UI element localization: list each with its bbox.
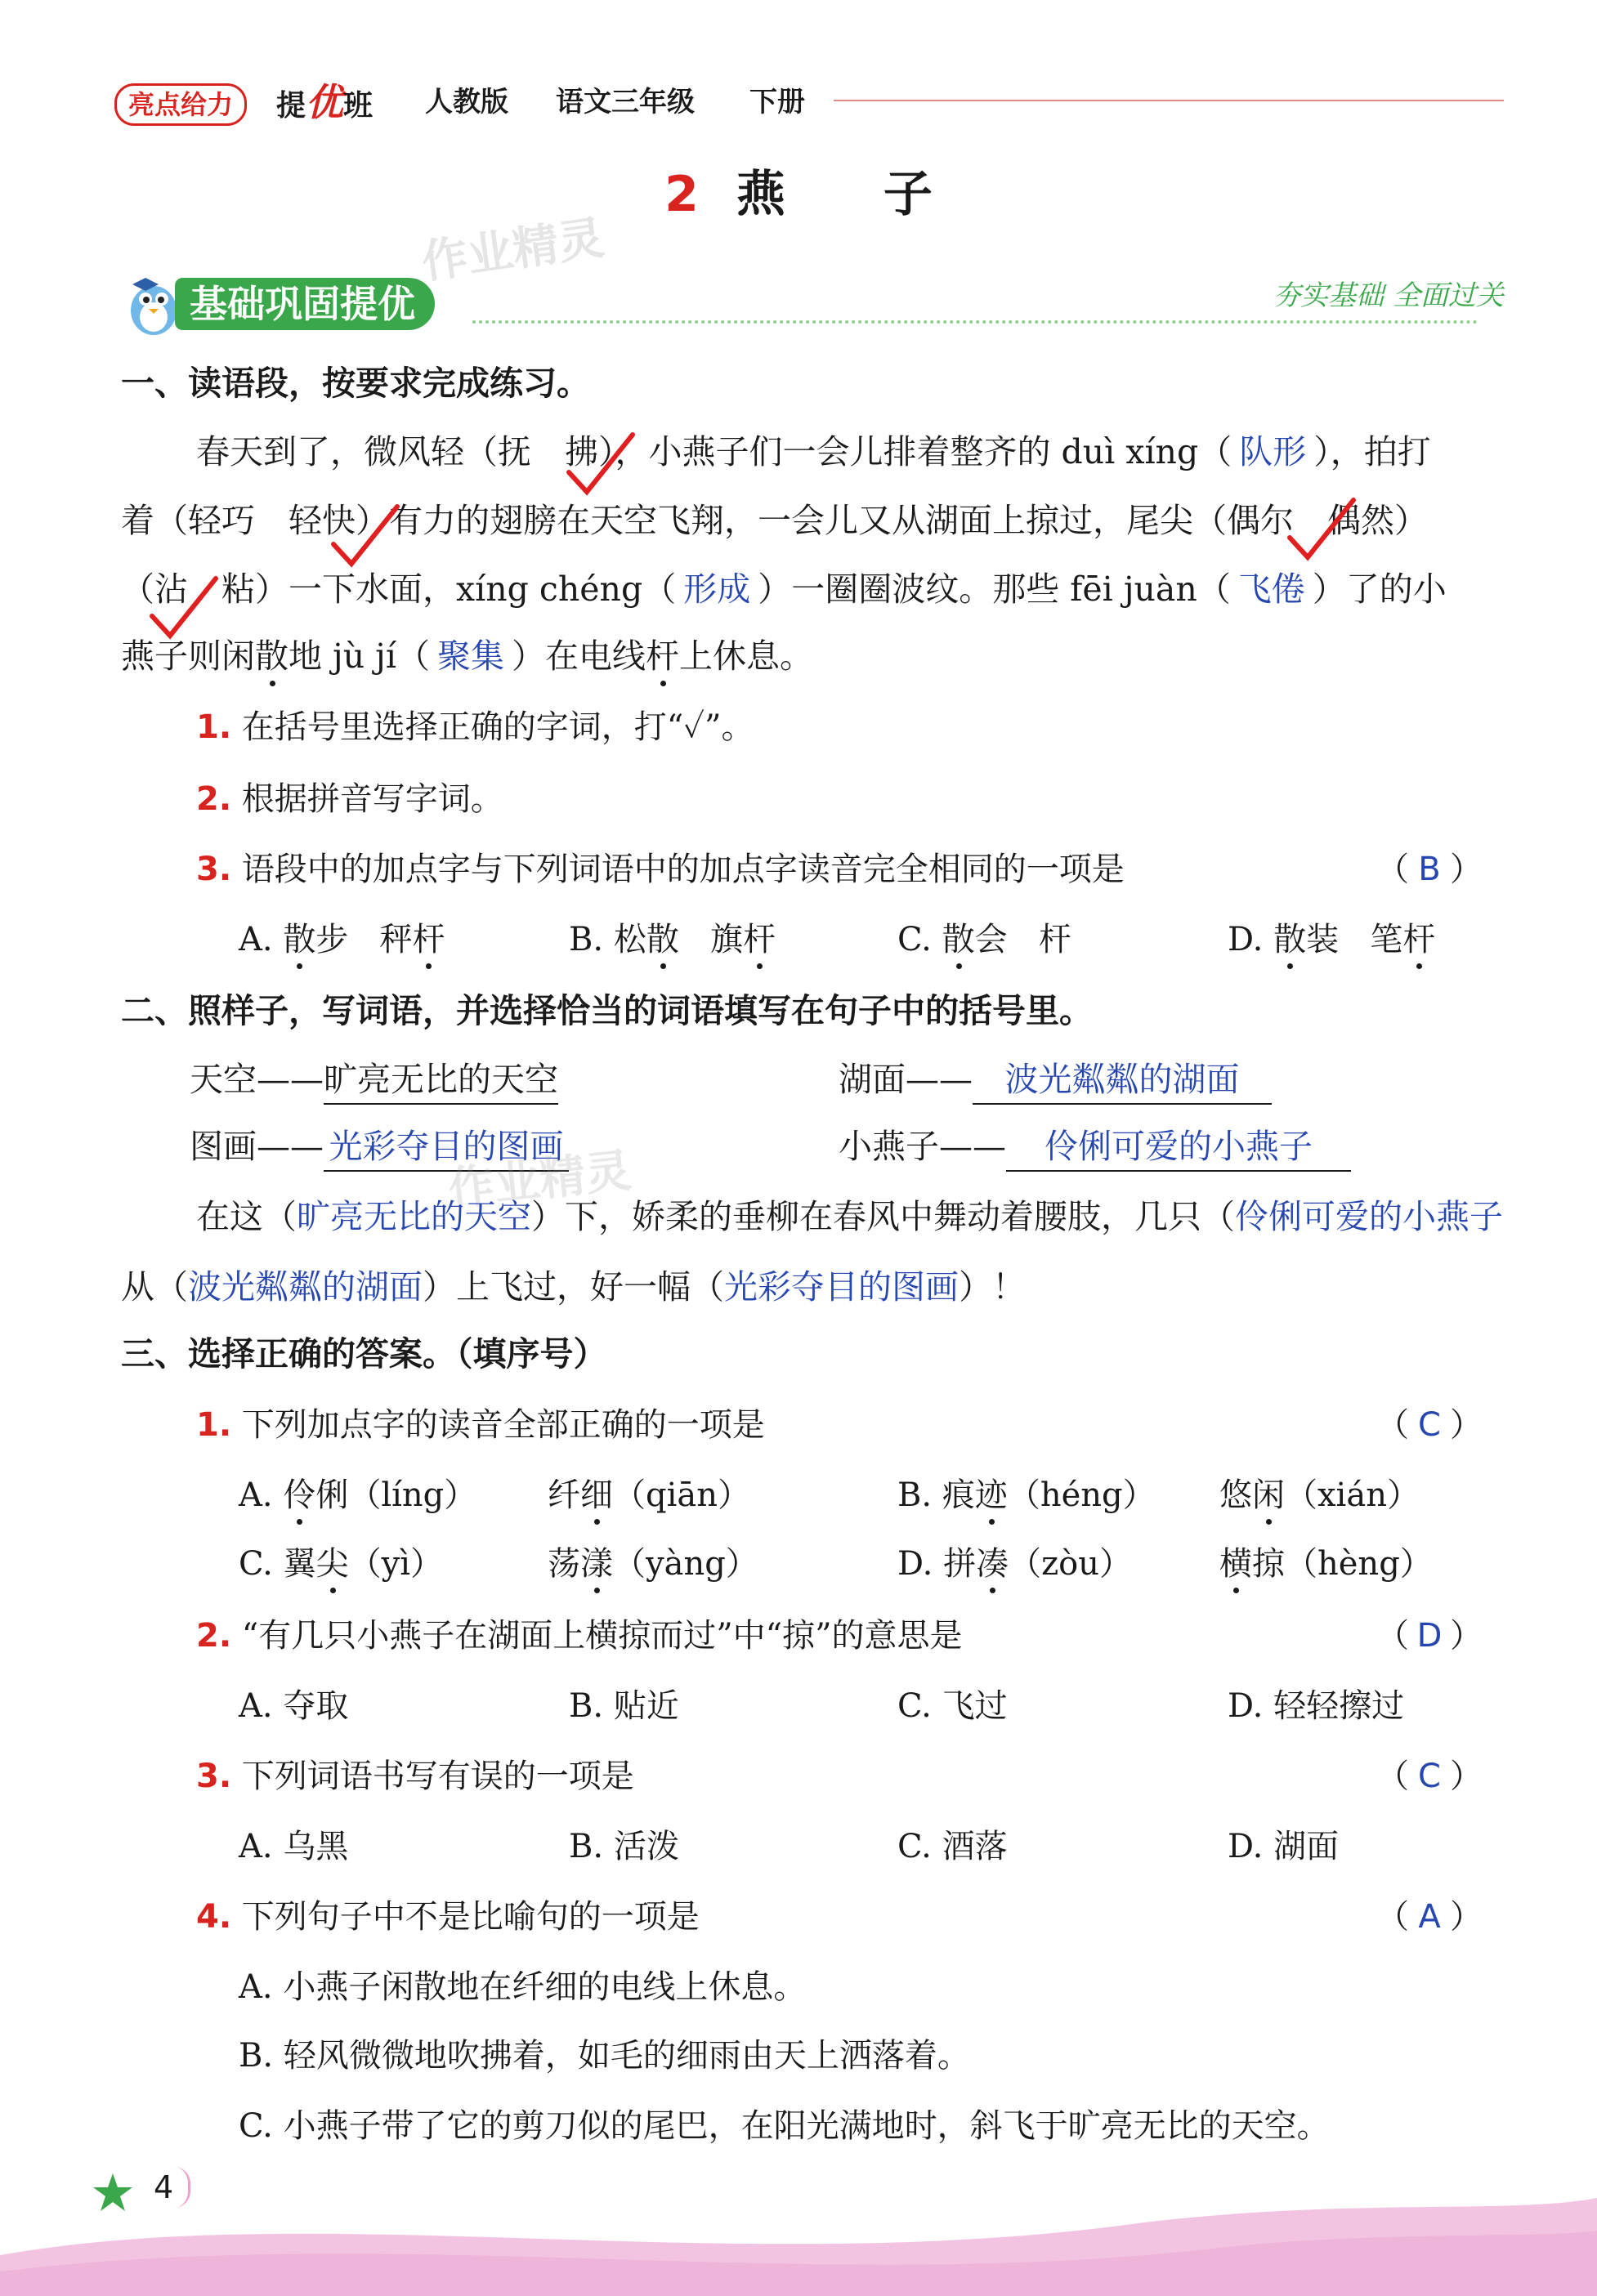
q3-item-1-option-d: D. 拼凑（zòu） [897, 1541, 1132, 1587]
check-mark-icon [147, 575, 221, 641]
q3-item-1-option-c2: 荡漾（yàng） [548, 1541, 758, 1587]
answer-lake: 波光粼粼的湖面 [973, 1056, 1272, 1105]
q2-picture-row: 图画—— 光彩夺目的图画 [190, 1123, 569, 1172]
q3-item-1-option-a2: 纤细（qiān） [548, 1472, 750, 1518]
star-icon [90, 2170, 136, 2216]
q3-item-1-option-d2: 横掠（hèng） [1219, 1541, 1433, 1587]
series-name: 提优班 [276, 80, 374, 124]
q3-item-1-option-b: B. 痕迹（héng） [897, 1472, 1156, 1518]
dotted-char-gan: 杆 [646, 632, 679, 680]
subject-label: 语文三年级 [556, 86, 695, 118]
brand-text: 亮点给力 [128, 89, 234, 120]
q1-passage-line-3: （沾 粘）一下水面，xíng chéng（ 形成 ）一圈圈波纹。那些 fēi juàn（ 飞倦 ）了的小 [121, 565, 1447, 613]
q2-sentence-line-2: 从（波光粼粼的湖面）上飞过，好一幅（光彩夺目的图画）！ [121, 1267, 1026, 1307]
q3-item-1-option-b2: 悠闲（xián） [1219, 1472, 1420, 1518]
page-number: 4 [154, 2167, 190, 2208]
check-mark-icon [1285, 497, 1358, 562]
q3-item-4-option-c: C. 小燕子带了它的剪刀似的尾巴，在阳光满地时，斜飞于旷亮无比的天空。 [239, 2107, 1330, 2145]
header-rule [834, 100, 1504, 101]
answer-feijuan: 飞倦 [1237, 570, 1305, 609]
footer-wave [0, 2165, 1597, 2296]
q3-item-3-option-b: B. 活泼 [569, 1828, 679, 1865]
header-bar [114, 78, 1504, 127]
q1-sub3-option-b: B. 松散 旗杆 [569, 917, 776, 963]
fill-lake: 波光粼粼的湖面 [188, 1267, 423, 1307]
section-banner [121, 271, 1502, 338]
edition-label: 人教版 [425, 86, 508, 118]
q2-lake-row: 湖面—— 波光粼粼的湖面 [839, 1056, 1272, 1105]
lesson-title [0, 162, 1597, 227]
answer-duixing: 队形 [1239, 432, 1307, 471]
q1-passage-line-4: 燕子则闲散地 jù jí（ 聚集 ）在电线杆上休息。 [121, 632, 813, 680]
q1-sub2: 2. 根据拼音写字词。 [196, 780, 503, 818]
q3-item-2-answer: （ D ） [1376, 1617, 1483, 1655]
answer-xingcheng: 形成 [683, 570, 751, 609]
volume-label: 下册 [749, 86, 805, 118]
q1-heading: 一、读语段，按要求完成练习。 [121, 364, 590, 403]
dotted-char-san: 散 [255, 632, 289, 680]
q1-sub3-option-d: D. 散装 笔杆 [1228, 917, 1435, 963]
q3-item-2: 2. “有几只小燕子在湖面上横掠而过”中“掠”的意思是 [196, 1617, 963, 1655]
section-title: 基础巩固提优 [175, 278, 435, 330]
lesson-number: 2 [664, 166, 699, 223]
lesson-name: 燕 子 [736, 166, 933, 223]
fill-swallow: 伶俐可爱的小燕子 [1235, 1197, 1503, 1236]
q3-item-2-option-a: A. 夺取 [239, 1687, 349, 1725]
q3-item-4-answer: （ A ） [1376, 1898, 1483, 1936]
q2-sentence-line-1: 在这（旷亮无比的天空）下，娇柔的垂柳在春风中舞动着腰肢，几只（伶俐可爱的小燕子 [196, 1197, 1503, 1236]
q1-sub1: 1. 在括号里选择正确的字词，打“✓”。 [196, 708, 754, 746]
q3-item-3-option-a: A. 乌黑 [239, 1828, 349, 1865]
q1-passage-line-1: 春天到了，微风轻（抚 拂），小燕子们一会儿排着整齐的 duì xíng（ 队形 ），拍打 [196, 428, 1504, 476]
q3-item-1-option-c: C. 翼尖（yì） [239, 1541, 443, 1587]
q3-item-3: 3. 下列词语书写有误的一项是 [196, 1758, 634, 1795]
q1-sub3-option-a: A. 散步 秤杆 [239, 917, 445, 963]
q3-heading: 三、选择正确的答案。（填序号） [121, 1334, 607, 1374]
q2-swallow-row: 小燕子—— 伶俐可爱的小燕子 [839, 1123, 1351, 1172]
answer-swallow: 伶俐可爱的小燕子 [1006, 1123, 1351, 1172]
q3-item-1-option-a: A. 伶俐（líng） [239, 1472, 476, 1518]
q2-heading: 二、照样子，写词语，并选择恰当的词语填写在句子中的括号里。 [121, 991, 1093, 1030]
q3-item-2-option-b: B. 贴近 [569, 1687, 679, 1725]
q3-item-4-option-a: A. 小燕子闲散地在纤细的电线上休息。 [239, 1968, 807, 2006]
section-slogan: 夯实基础 全面过关 [1273, 279, 1504, 312]
q1-sub3-answer: （ B ） [1376, 851, 1483, 888]
q3-item-3-answer: （ C ） [1376, 1758, 1483, 1795]
q3-item-3-option-d: D. 湖面 [1228, 1828, 1340, 1865]
check-mark-icon [564, 431, 637, 497]
answer-juji: 聚集 [437, 637, 505, 676]
fill-sky: 旷亮无比的天空 [297, 1197, 531, 1236]
q3-item-4: 4. 下列句子中不是比喻句的一项是 [196, 1898, 700, 1936]
watermark-mid: 作业精灵 [445, 1144, 634, 1217]
watermark-top: 作业精灵 [418, 211, 608, 290]
banner-dotted-line [472, 320, 1478, 324]
q1-sub3: 3. 语段中的加点字与下列词语中的加点字读音完全相同的一项是 [196, 851, 1125, 888]
check-mark-icon [329, 503, 402, 569]
q3-item-1: 1. 下列加点字的读音全部正确的一项是 [196, 1406, 765, 1444]
q3-item-4-option-b: B. 轻风微微地吹拂着，如毛的细雨由天上洒落着。 [239, 2037, 970, 2075]
example-value: 旷亮无比的天空 [324, 1056, 558, 1105]
q3-item-1-answer: （ C ） [1376, 1406, 1483, 1444]
q3-item-2-option-d: D. 轻轻擦过 [1228, 1687, 1405, 1725]
fill-picture: 光彩夺目的图画 [724, 1267, 959, 1307]
q3-item-2-option-c: C. 飞过 [897, 1687, 1008, 1725]
q2-example: 天空——旷亮无比的天空 [190, 1056, 558, 1105]
q1-sub3-option-c: C. 散会 杆 [897, 917, 1071, 963]
q3-item-3-option-c: C. 酒落 [897, 1828, 1008, 1865]
q1-passage-line-2: 着（轻巧 轻快）有力的翅膀在天空飞翔，一会儿又从湖面上掠过，尾尖（偶尔 偶然） [121, 501, 1428, 540]
brand-badge [114, 83, 247, 126]
answer-picture: 光彩夺目的图画 [324, 1123, 569, 1172]
